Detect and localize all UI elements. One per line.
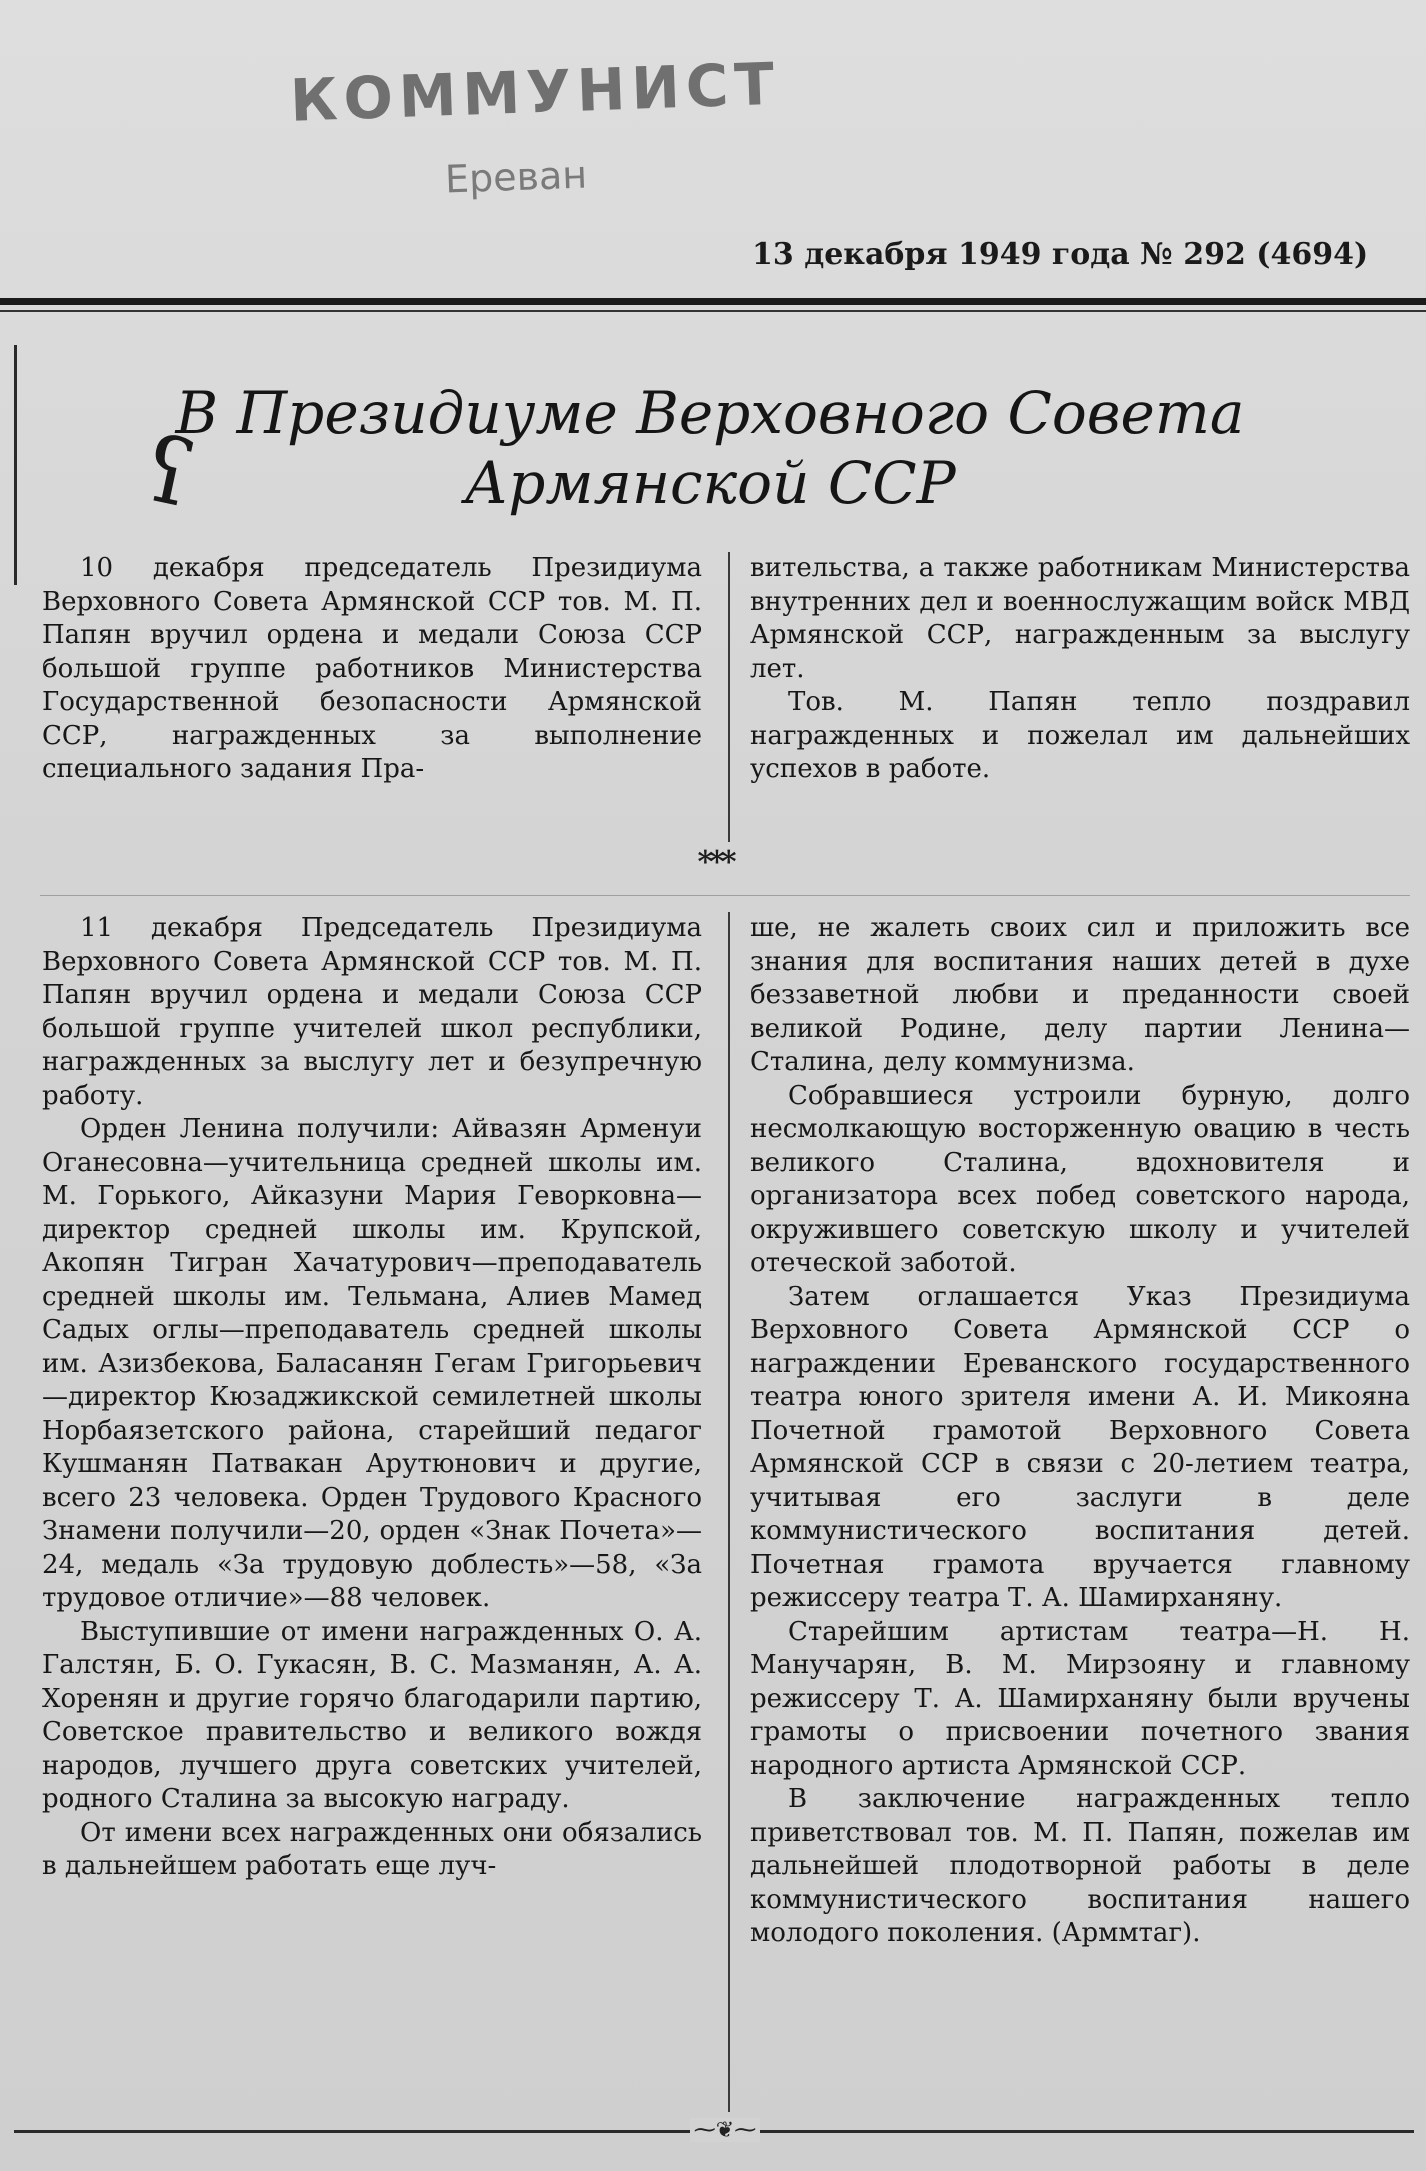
library-stamp-name: КОММУНИСТ <box>288 49 782 135</box>
article2-paragraph: В заключение награжденных тепло приветствовал тов. М. П. Папян, пожелав им дальнейшей плодотворной работы в деле коммунистического воспитания нашего молодого поколения. (Арммтаг). <box>750 1784 1410 1948</box>
article1-paragraph: вительства, а также работникам Министерства внутренних дел и военнослужащим войск МВД Армянской ССР, награжденным за выслугу лет. <box>750 553 1410 684</box>
section-separator-stars: *** <box>697 845 733 880</box>
article1-right-column <box>750 552 1410 787</box>
article2-paragraph: Затем оглашается Указ Президиума Верховного Совета Армянской ССР о награждении Ереванского государственного театра юного зрителя имени А. И. Микояна Почетной грамотой Верховного Совета Армянской ССР в связи с 20-летием театра, учитывая его заслуги в деле коммунистического воспитания детей. Почетная грамота вручается главному режиссеру театра Т. А. Шамирханяну. <box>750 1281 1410 1613</box>
headline-line-2: Армянской ССР <box>464 449 956 517</box>
headline-line-1: В Президиуме Верховного Совета <box>175 379 1245 447</box>
article2-paragraph: Собравшиеся устроили бурную, долго несмолкающую восторженную овацию в честь великого Сталина, вдохновителя и организатора всех побед советского народа, окружившего советскую школу и учителей отеческой заботой. <box>750 1080 1410 1278</box>
library-stamp-city: Ереван <box>444 152 588 202</box>
article2-paragraph: Орден Ленина получили: Айвазян Арменуи Оганесовна—учительница средней школы им. М. Горького, Айказуни Мария Геворковна—директор средней школы им. Крупской, Акопян Тигран Хачатурович—преподаватель средней школы им. Тельмана, Алиев Мамед Садых оглы—преподаватель средней школы им. Азизбекова, Баласанян Гегам Григорьевич—директор Кюзаджикской семилетней школы Норбаязетского района, старейший педагог Кушманян Патвакан Арутюнович и другие, всего 23 человека. Орден Трудового Красного Знамени получили—20, орден «Знак Почета»—24, медаль «За трудовую доблесть»—58, «За трудовое отличие»—88 человек. <box>42 1114 702 1613</box>
bottom-ornament-icon: ⁓❦⁓ <box>690 2118 760 2142</box>
issue-date-line: 13 декабря 1949 года № 292 (4694) <box>752 237 1369 272</box>
article2-paragraph: ше, не жалеть своих сил и приложить все знания для воспитания наших детей в духе беззаветной любви и преданности своей великой Родине, делу партии Ленина—Сталина, делу коммунизма. <box>750 913 1410 1077</box>
masthead-rule-thin <box>0 310 1426 312</box>
article-headline <box>120 378 1300 518</box>
column-divider <box>728 912 730 2112</box>
article-frame-left <box>14 345 17 585</box>
article1-paragraph: Тов. М. Папян тепло поздравил награжденных и пожелал им дальнейших успехов в работе. <box>750 687 1410 784</box>
article1-paragraph: 10 декабря председатель Президиума Верховного Совета Армянской ССР тов. М. П. Папян вручил ордена и медали Союза ССР большой группе работников Министерства Государственной безопасности Армянской ССР, награжденных за выполнение специального задания Пра- <box>42 553 702 784</box>
article2-paragraph: 11 декабря Председатель Президиума Верховного Совета Армянской ССР тов. М. П. Папян вручил ордена и медали Союза ССР большой группе учителей школ республики, награжденных за выслугу лет и безупречную работу. <box>42 913 702 1111</box>
pencil-mark-icon: ʕ <box>134 416 204 529</box>
article1-left-column <box>42 552 702 787</box>
section-separator-line <box>40 895 1410 896</box>
column-divider <box>728 552 730 842</box>
article2-paragraph: От имени всех награжденных они обязались в дальнейшем работать еще луч- <box>42 1817 702 1881</box>
article2-paragraph: Старейшим артистам театра—Н. Н. Манучарян, В. М. Мирзояну и главному режиссеру Т. А. Шамирханяну были вручены грамоты о присвоении почетного звания народного артиста Армянской ССР. <box>750 1616 1410 1781</box>
masthead-rule <box>0 298 1426 305</box>
article2-right-column <box>750 912 1410 1951</box>
article2-paragraph: Выступившие от имени награжденных О. А. Галстян, Б. О. Гукасян, В. С. Мазманян, А. А. Хоренян и другие горячо благодарили партию, Советское правительство и великого вождя народов, лучшего друга советских учителей, родного Сталина за высокую награду. <box>42 1616 702 1814</box>
article2-left-column <box>42 912 702 1884</box>
